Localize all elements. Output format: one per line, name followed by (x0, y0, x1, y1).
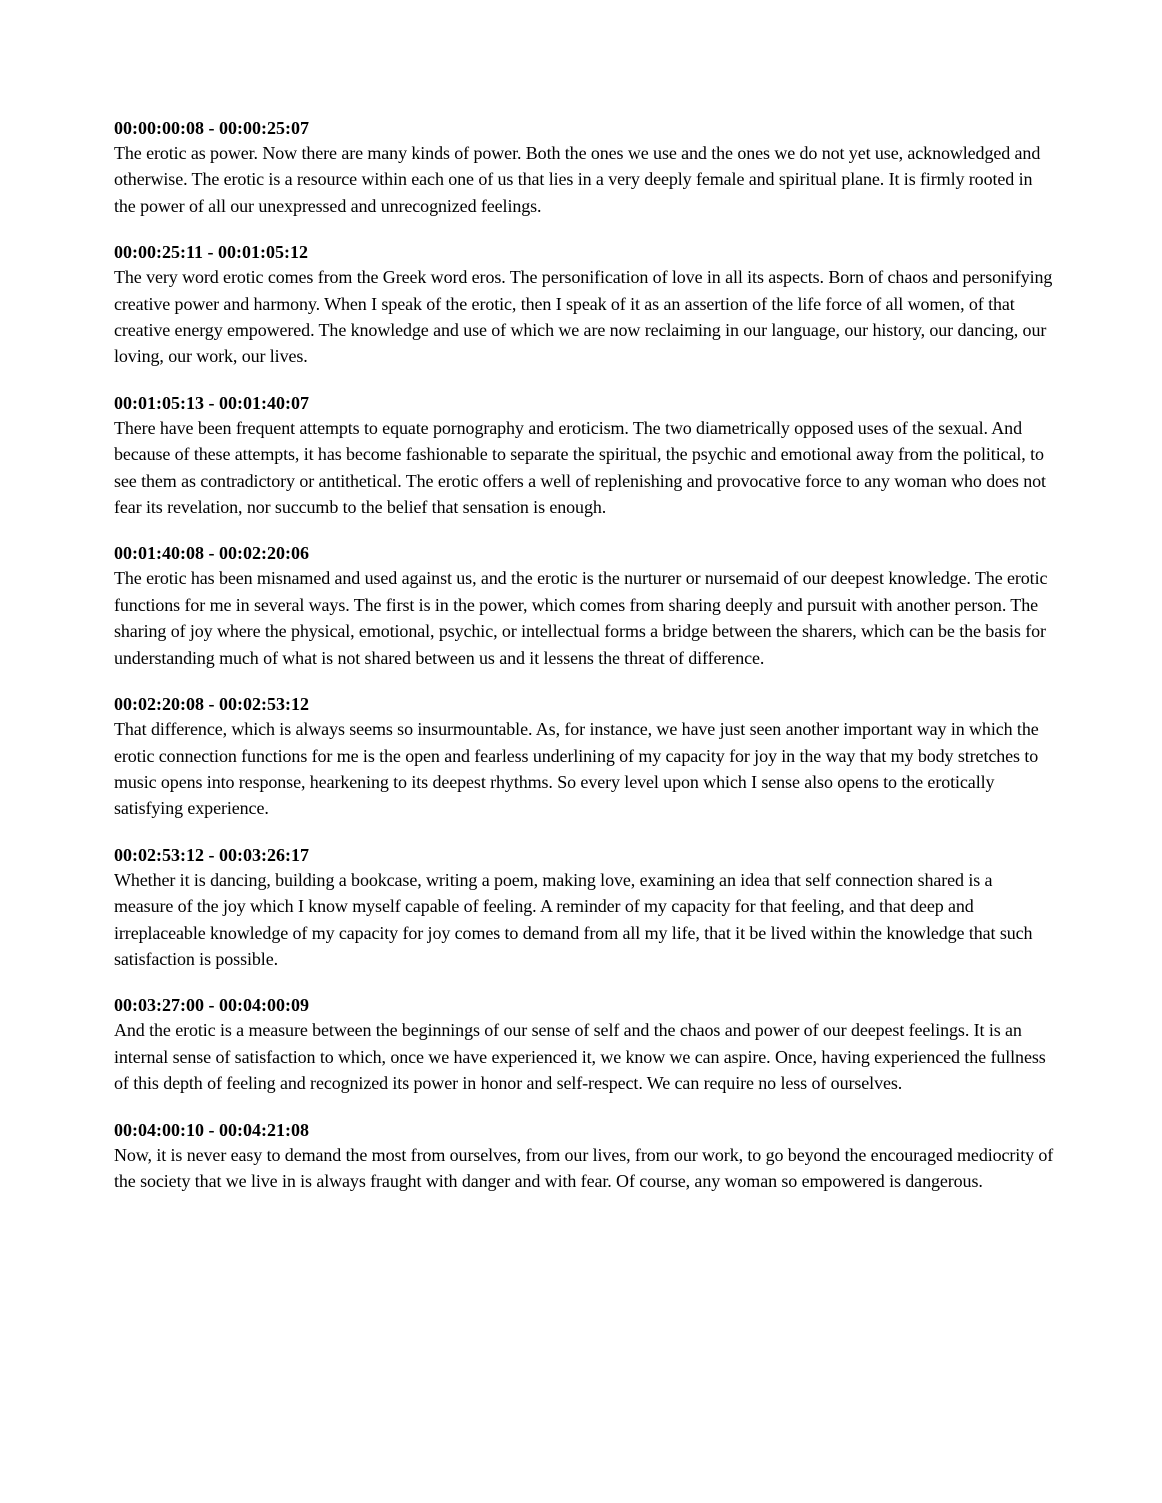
segment-timestamp: 00:04:00:10 - 00:04:21:08 (114, 1119, 309, 1140)
transcript-segment (114, 240, 1054, 370)
segment-timestamp: 00:01:40:08 - 00:02:20:06 (114, 543, 309, 564)
transcript-segment (114, 993, 1054, 1096)
transcript-segment (114, 116, 1054, 219)
segment-text: There have been frequent attempts to equate pornography and eroticism. The two diametrically opposed uses of the sexual. And because of these attempts, it has become fashionable to separate the spiritual, the psychic and emotional away from the political, to see them as contradictory or antithetical. The erotic offers a well of replenishing and provocative force to any woman who does not fear its revelation, nor succumb to the belief that sensation is enough. (114, 417, 1046, 518)
segment-text: The erotic has been misnamed and used against us, and the erotic is the nurturer or nursemaid of our deepest knowledge. The erotic functions for me in several ways. The first is in the power, which comes from sharing deeply and pursuit with another person. The sharing of joy where the physical, emotional, psychic, or intellectual forms a bridge between the sharers, which can be the basis for understanding much of what is not shared between us and it lessens the threat of difference. (114, 568, 1048, 668)
segment-timestamp: 00:00:00:08 - 00:00:25:07 (114, 118, 309, 138)
segment-text: And the erotic is a measure between the beginnings of our sense of self and the chaos and power of our deepest feelings. It is an internal sense of satisfaction to which, once we have experienced it, we know we can aspire. Once, having experienced the fullness of this depth of feeling and recognized its power in honor and self-respect. We can require no less of ourselves. (114, 1020, 1046, 1094)
segment-text: That difference, which is always seems so insurmountable. As, for instance, we have just seen another important way in which the erotic connection functions for me is the open and fearless underlining of my capacity for joy in the way that my body stretches to music opens into response, hearkening to its deepest rhythms. So every level upon which I sense also opens to the erotically satisfying experience. (114, 719, 1039, 819)
transcript-segment (114, 692, 1054, 822)
segment-text: The erotic as power. Now there are many kinds of power. Both the ones we use and the ones we do not yet use, acknowledged and otherwise. The erotic is a resource within each one of us that lies in a very deeply female and spiritual plane. It is firmly rooted in the power of all our unexpressed and unrecognized feelings. (114, 143, 1041, 216)
transcript-segment (114, 541, 1054, 671)
segment-timestamp: 00:03:27:00 - 00:04:00:09 (114, 995, 309, 1016)
transcript-segment (114, 391, 1054, 521)
segment-timestamp: 00:02:53:12 - 00:03:26:17 (114, 844, 309, 865)
segment-timestamp: 00:01:05:13 - 00:01:40:07 (114, 392, 309, 413)
transcript-page (114, 116, 1054, 1215)
segment-text: Now, it is never easy to demand the most from ourselves, from our lives, from our work, to go beyond the encouraged mediocrity of the society that we live in is always fraught with danger and with fear. Of course, any woman so empowered is dangerous. (114, 1144, 1054, 1191)
segment-timestamp: 00:02:20:08 - 00:02:53:12 (114, 694, 309, 715)
segment-timestamp: 00:00:25:11 - 00:01:05:12 (114, 242, 308, 263)
transcript-segment (114, 843, 1054, 973)
transcript-segment (114, 1118, 1054, 1195)
segment-text: The very word erotic comes from the Greek word eros. The personification of love in all its aspects. Born of chaos and personifying creative power and harmony. When I speak of the erotic, then I speak of it as an assertion of the life force of all women, of that creative energy empowered. The knowledge and use of which we are now reclaiming in our language, our history, our dancing, our loving, our work, our lives. (114, 267, 1053, 367)
segment-text: Whether it is dancing, building a bookcase, writing a poem, making love, examining an idea that self connection shared is a measure of the joy which I know myself capable of feeling. A reminder of my capacity for that feeling, and that deep and irreplaceable knowledge of my capacity for joy comes to demand from all my life, that it be lived within the knowledge that such satisfaction is possible. (114, 869, 1033, 969)
